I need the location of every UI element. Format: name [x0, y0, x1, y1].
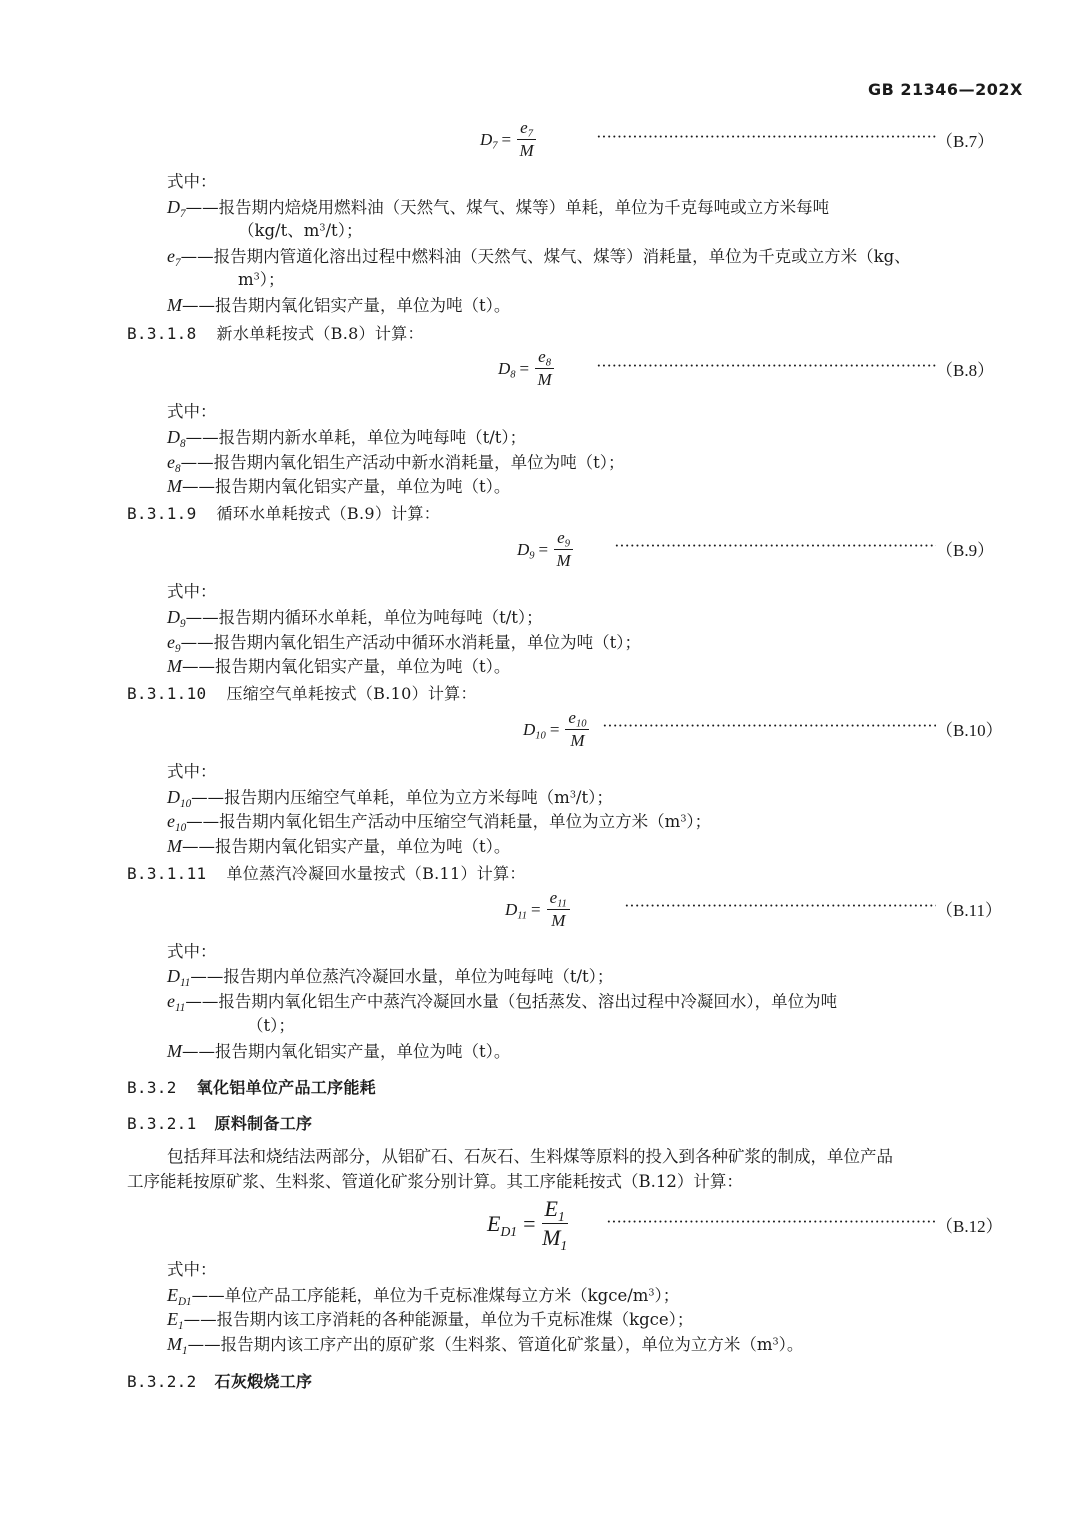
section-heading-level2: B.3.2 氧化铝单位产品工序能耗	[127, 1078, 376, 1097]
leader-dots	[624, 896, 936, 916]
section-heading-level3: B.3.2.2 石灰煅烧工序	[127, 1372, 313, 1391]
formula-b11: $D_{11}$ = $\frac{e_{11}}{M}$	[505, 888, 570, 931]
definition-line: $D_7——$报告期内焙烧用燃料油（天然气、煤气、煤等）单耗，单位为千克每吨或立方米每吨	[167, 197, 830, 220]
definition-line: M——报告期内氧化铝实产量，单位为吨（t）。	[167, 836, 511, 856]
leader-dots	[602, 716, 936, 736]
section-heading: B.3.1.9 循环水单耗按式（B.9）计算：	[127, 504, 441, 523]
definition-line: $D_9——$报告期内循环水单耗，单位为吨每吨（t/t）；	[167, 607, 543, 630]
paragraph-line: 包括拜耳法和烧结法两部分，从铝矿石、石灰石、生料煤等原料的投入到各种矿浆的制成，单位产品	[167, 1147, 893, 1166]
definition-continuation: $m^3$）；	[238, 270, 285, 289]
formula-b8: $D_8$ = $\frac{e_8}{M}$	[498, 347, 554, 390]
section-heading: B.3.1.10 压缩空气单耗按式（B.10）计算：	[127, 684, 477, 703]
equation-number: （B.12）	[936, 1217, 1003, 1236]
where-label: 式中：	[167, 582, 217, 601]
where-label: 式中：	[167, 402, 217, 421]
definition-line: M——报告期内氧化铝实产量，单位为吨（t）。	[167, 295, 511, 315]
leader-dots	[606, 1212, 936, 1232]
section-heading: B.3.1.8 新水单耗按式（B.8）计算：	[127, 324, 424, 343]
equation-number: （B.9）	[936, 541, 995, 560]
formula-b10: $D_{10}$ = $\frac{e_{10}}{M}$	[523, 708, 589, 751]
paragraph-line: 工序能耗按原矿浆、生料浆、管道化矿浆分别计算。其工序能耗按式（B.12）计算：	[127, 1172, 743, 1191]
definition-line: $D_{11}——$报告期内单位蒸汽冷凝回水量，单位为吨每吨（t/t）；	[167, 966, 614, 989]
equation-number: （B.10）	[936, 721, 1003, 740]
where-label: 式中：	[167, 942, 217, 961]
definition-line: $e_9——$报告期内氧化铝生产活动中循环水消耗量，单位为吨（t）；	[167, 632, 641, 655]
formula-b7: $D_7$ = $\frac{e_7}{M}$	[480, 118, 536, 161]
definition-line: M——报告期内氧化铝实产量，单位为吨（t）。	[167, 656, 511, 676]
where-label: 式中：	[167, 1260, 217, 1279]
definition-line: $E_{D1}——$单位产品工序能耗，单位为千克标准煤每立方米$(kgce/m^3)$；	[167, 1285, 680, 1308]
definition-line: $M_1——$报告期内该工序产出的原矿浆（生料浆、管道化矿浆量），单位为立方米$(m^3)$。	[167, 1334, 804, 1357]
standard-number: GB 21346—202X	[868, 80, 1023, 99]
where-label: 式中：	[167, 172, 217, 191]
definition-line: $e_8——$报告期内氧化铝生产活动中新水消耗量，单位为吨（t）；	[167, 452, 625, 475]
definition-line: $E_1——$报告期内该工序消耗的各种能源量，单位为千克标准煤（kgce）；	[167, 1309, 694, 1332]
leader-dots	[614, 536, 936, 556]
equation-number: （B.8）	[936, 361, 995, 380]
where-label: 式中：	[167, 762, 217, 781]
definition-line: $D_{10}——$报告期内压缩空气单耗，单位为立方米每吨$(m^3/t)$；	[167, 787, 613, 810]
leader-dots	[596, 127, 936, 147]
definition-line: M——报告期内氧化铝实产量，单位为吨（t）。	[167, 1041, 511, 1061]
definition-continuation: （t）；	[247, 1016, 295, 1035]
definition-line: M——报告期内氧化铝实产量，单位为吨（t）。	[167, 476, 511, 496]
definition-line: $e_{10}——$报告期内氧化铝生产活动中压缩空气消耗量，单位为立方米$(m^3)$；	[167, 811, 712, 834]
equation-number: （B.11）	[936, 901, 1002, 920]
definition-line: $e_7——$报告期内管道化溶出过程中燃料油（天然气、煤气、煤等）消耗量，单位为千克或立方米（kg、	[167, 246, 911, 269]
section-heading-level3: B.3.2.1 原料制备工序	[127, 1114, 313, 1133]
formula-b12: $E_{D1}$ = $\frac{E_1}{M_1}$	[487, 1196, 568, 1253]
formula-b9: $D_9$ = $\frac{e_9}{M}$	[517, 528, 573, 571]
equation-number: （B.7）	[936, 132, 995, 151]
definition-line: $e_{11}——$报告期内氧化铝生产中蒸汽冷凝回水量（包括蒸发、溶出过程中冷凝回水），单位为吨	[167, 991, 838, 1014]
definition-continuation: （kg/t、$m^3/t$）；	[238, 221, 363, 240]
definition-line: $D_8——$报告期内新水单耗，单位为吨每吨（t/t）；	[167, 427, 527, 450]
leader-dots	[596, 356, 936, 376]
section-heading: B.3.1.11 单位蒸汽冷凝回水量按式（B.11）计算：	[127, 864, 526, 883]
